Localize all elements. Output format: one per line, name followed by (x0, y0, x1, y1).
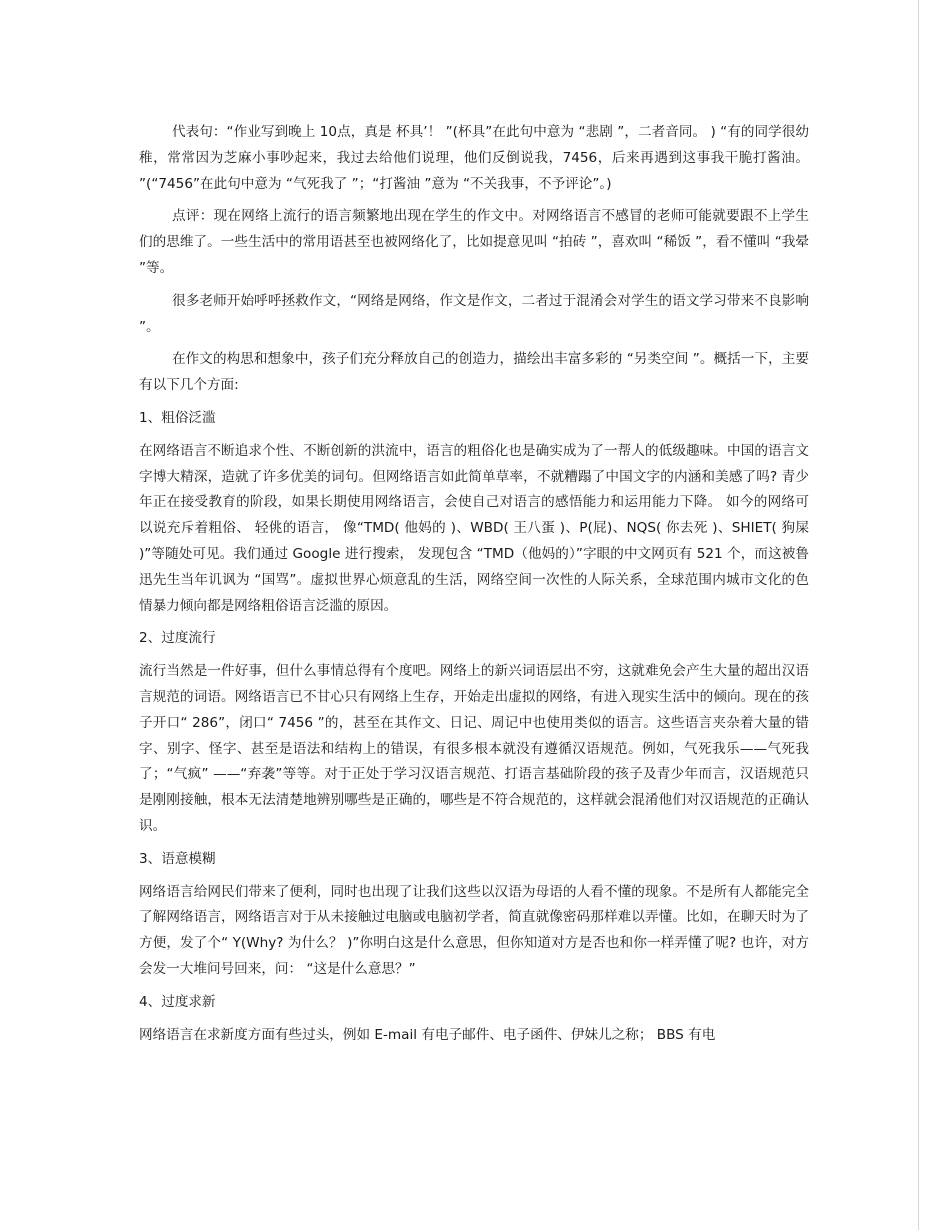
example-sentence-paragraph: 代表句：“作业写到晚上 10点，真是 杯具’！ ”(杯具”在此句中意为 “悲剧 ”，二者音同。 ) “有的同学很幼稚，常常因为芝麻小事吵起来，我过去给他们说理，他们反倒说我，7456，后来再遇到这事我干脆打酱油。 ”(“7456”在此句中意为 “气死我了 ”；“打酱油 ”意为 “不关我事，不予评论”。) (139, 124, 809, 192)
section-body-novelty: 网络语言在求新度方面有些过头，例如 E-mail 有电子邮件、电子函件、伊妹儿之称； BBS 有电 (139, 1026, 716, 1043)
page-edge-divider (918, 0, 919, 1230)
section-heading-vulgarity: 1、粗俗泛滥 (139, 409, 216, 426)
section-body-vulgarity: 在网络语言不断追求个性、不断创新的洪流中，语言的粗俗化也是确实成为了一帮人的低级趣味。中国的语言文字博大精深，造就了许多优美的词句。但网络语言如此简单草率，不就糟蹋了中国文字的内涵和美感了吗? 青少年正在接受教育的阶段，如果长期使用网络语言，会使自己对语言的感悟能力和运用能力下降。 如今的网络可以说充斥着粗俗、 轻佻的语言， 像“TMD( 他妈的 )、WBD( 王八蛋 )、P(屁)、NQS( 你去死 )、SHIET( 狗屎 )”等随处可见。我们通过 Google 进行搜索， 发现包含 “TMD（他妈的）”字眼的中文网页有 521 个，而这被鲁迅先生当年讥讽为 “国骂”。虚拟世界心烦意乱的生活，网络空间一次性的人际关系，全球范围内城市文化的色情暴力倾向都是网络粗俗语言泛滥的原因。 (139, 442, 809, 614)
section-body-ambiguity: 网络语言给网民们带来了便利，同时也出现了让我们这些以汉语为母语的人看不懂的现象。不是所有人都能完全了解网络语言，网络语言对于从未接触过电脑或电脑初学者，简直就像密码那样难以弄懂。比如，在聊天时为了方便，发了个“ Y(Why? 为什么？ )”你明白这是什么意思，但你知道对方是否也和你一样弄懂了呢? 也许，对方会发一大堆问号回来，问： “这是什么意思？” (139, 883, 809, 977)
summary-intro-paragraph: 在作文的构思和想象中，孩子们充分释放自己的创造力，描绘出丰富多彩的 “另类空间 ”。概括一下，主要有以下几个方面: (139, 351, 809, 394)
section-heading-novelty: 4、过度求新 (139, 993, 216, 1010)
section-body-overpopularity: 流行当然是一件好事，但什么事情总得有个度吧。网络上的新兴词语层出不穷，这就难免会产生大量的超出汉语言规范的词语。网络语言已不甘心只有网络上生存，开始走出虚拟的网络，有进入现实生活中的倾向。现在的孩子开口“ 286”，闭口“ 7456 ”的，甚至在其作文、日记、周记中也使用类似的语言。这些语言夹杂着大量的错字、别字、怪字、甚至是语法和结构上的错误，有很多根本就没有遵循汉语规范。例如，气死我乐——气死我了；“气疯” ——“弃袭”等等。对于正处于学习汉语言规范、打语言基础阶段的孩子及青少年而言，汉语规范只是刚刚接触，根本无法清楚地辨别哪些是正确的，哪些是不符合规范的，这样就会混淆他们对汉语规范的正确认识。 (139, 663, 809, 834)
document-body (139, 120, 809, 1055)
section-heading-ambiguity: 3、语意模糊 (139, 850, 216, 867)
commentary-paragraph: 点评：现在网络上流行的语言频繁地出现在学生的作文中。对网络语言不感冒的老师可能就要跟不上学生们的思维了。一些生活中的常用语甚至也被网络化了，比如提意见叫 “拍砖 ”，喜欢叫 “稀饭 ”，看不懂叫 “我晕 ”等。 (139, 208, 809, 276)
section-heading-overpopularity: 2、过度流行 (139, 630, 216, 647)
teachers-concern-paragraph: 很多老师开始呼呼拯救作文，“网络是网络，作文是作文，二者过于混淆会对学生的语文学习带来不良影响 ”。 (139, 292, 809, 335)
